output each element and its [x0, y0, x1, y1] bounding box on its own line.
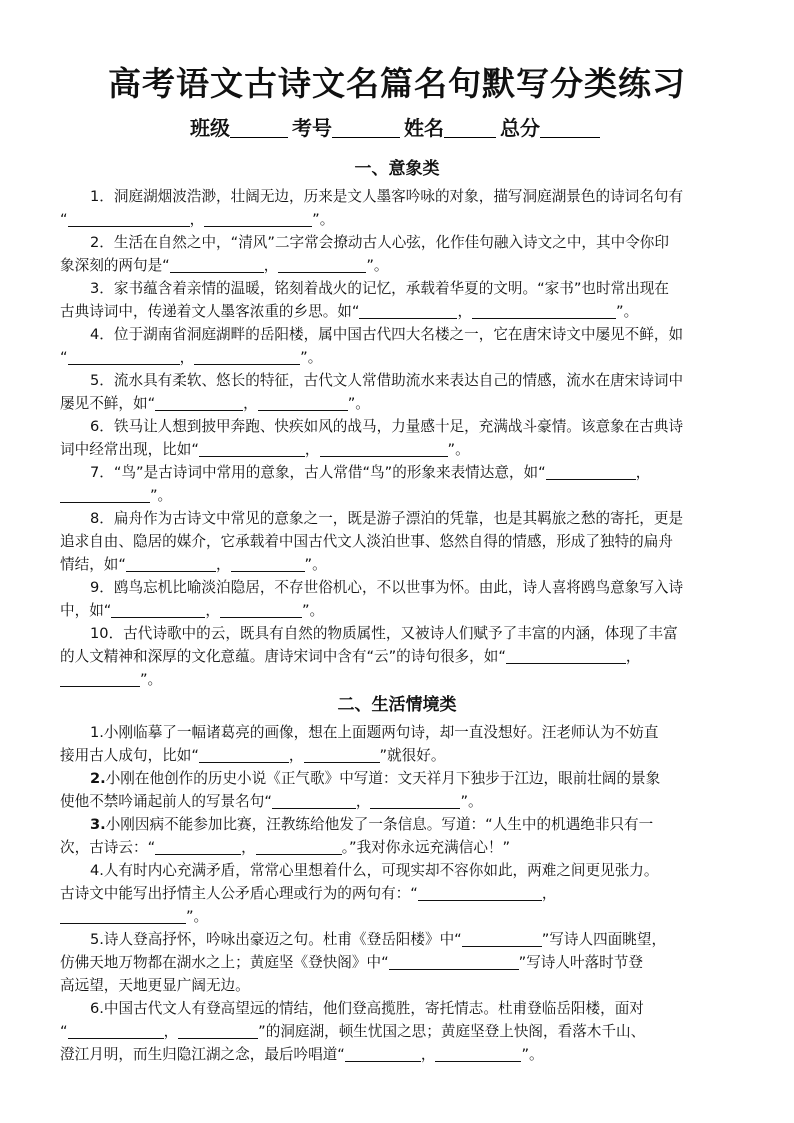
q6-line2: 词中经常出现，比如“ ， ”。 [60, 441, 470, 458]
section-heading-life-context: 二、生活情境类 [337, 695, 457, 715]
answer-blank[interactable] [60, 670, 140, 687]
answer-blank[interactable] [345, 1045, 421, 1062]
answer-blank[interactable] [126, 555, 216, 572]
q7-line2: ”。 [60, 485, 172, 507]
answer-blank[interactable] [68, 348, 180, 365]
answer-blank[interactable] [370, 792, 460, 809]
answer-blank[interactable] [194, 348, 300, 365]
q3-line2: 古典诗词中，传递着文人墨客浓重的乡思。如“ ， ”。 [60, 303, 639, 320]
s2-q4-line3: ”。 [60, 906, 208, 928]
s2-q4-line1: 4.人有时内心充满矛盾，常常心里想着什么，可现实却不容你如此，两难之间更见张力。 [90, 862, 659, 879]
answer-blank[interactable] [231, 555, 305, 572]
q1-line1: 1．洞庭湖烟波浩渺，壮阔无边，历来是文人墨客吟咏的对象，描写洞庭湖景色的诗词名句有 [90, 188, 684, 205]
answer-blank[interactable] [304, 746, 380, 763]
answer-blank[interactable] [278, 256, 366, 273]
s2-q6-line3: 澄江月明，而生归隐江湖之念，最后吟唱道“ ， ”。 [60, 1046, 544, 1063]
answer-blank[interactable] [60, 486, 150, 503]
q5-line2: 屡见不鲜，如“ ， ”。 [60, 395, 370, 412]
answer-blank[interactable] [472, 302, 616, 319]
q5-line1: 5．流水具有柔软、悠长的特征，古代文人常借助流水来表达自己的情感，流水在唐宋诗词中 [90, 372, 684, 389]
score-label: 总分 [500, 116, 540, 140]
answer-blank[interactable] [155, 838, 241, 855]
class-blank[interactable] [230, 117, 288, 138]
q10-line1: 10．古代诗歌中的云，既具有自然的物质属性，又被诗人们赋予了丰富的内涵，体现了丰富 [90, 625, 678, 642]
answer-blank[interactable] [68, 210, 190, 227]
answer-blank[interactable] [546, 463, 636, 480]
s2-q2-line1: 2.小刚在他创作的历史小说《正气歌》中写道：文天祥月下独步于江边，眼前壮阔的景象 [90, 770, 661, 787]
s2-q5-line3: 高远望，天地更显广阔无边。 [60, 977, 250, 994]
q3-line1: 3．家书蕴含着亲情的温暖，铭刻着战火的记忆，承载着华夏的文明。“家书”也时常出现在 [90, 280, 669, 297]
q1-line2: “ ， ”。 [60, 211, 335, 228]
q8-line2: 追求自由、隐居的媒介，它承载着中国古代文人淡泊世事、悠然自得的情感，形成了独特的扁舟 [60, 533, 673, 550]
q10-line3: ”。 [60, 669, 162, 691]
s2-q6-line2: “ ， ”的洞庭湖，顿生忧国之思；黄庭坚登上快阁，看落木千山、 [60, 1023, 646, 1040]
score-blank[interactable] [540, 117, 600, 138]
answer-blank[interactable] [320, 440, 448, 457]
answer-blank[interactable] [506, 647, 626, 664]
exam-no-blank[interactable] [332, 117, 400, 138]
answer-blank[interactable] [220, 601, 302, 618]
s2-q1-line1: 1.小刚临摹了一幅诸葛亮的画像，想在上面题两句诗，却一直没想好。汪老师认为不妨直 [90, 724, 659, 741]
answer-blank[interactable] [60, 907, 186, 924]
answer-blank[interactable] [155, 394, 243, 411]
student-info-row [0, 112, 794, 141]
answer-blank[interactable] [359, 302, 457, 319]
answer-blank[interactable] [435, 1045, 521, 1062]
answer-blank[interactable] [418, 884, 542, 901]
q9-line2: 中，如“ ， ”。 [60, 602, 325, 619]
section-heading-imagery: 一、意象类 [354, 159, 440, 179]
q4-line1: 4．位于湖南省洞庭湖畔的岳阳楼，属中国古代四大名楼之一，它在唐宋诗文中屡见不鲜，如 [90, 326, 684, 343]
q8-line3: 情结，如“ ， ”。 [60, 556, 327, 573]
answer-blank[interactable] [178, 1022, 258, 1039]
s2-q5-line2: 仿佛天地万物都在湖水之上；黄庭坚《登快阁》中“ ”写诗人叶落时节登 [60, 954, 643, 971]
s2-q2-line2: 使他不禁吟诵起前人的写景名句“ ， ”。 [60, 793, 483, 810]
name-label: 姓名 [404, 116, 444, 140]
q2-line1: 2．生活在自然之中，“清风”二字常会撩动古人心弦，化作佳句融入诗文之中，其中令你印 [90, 234, 669, 251]
q8-line1: 8．扁舟作为古诗文中常见的意象之一，既是游子漂泊的凭靠，也是其羁旅之愁的寄托，更是 [90, 510, 684, 527]
s2-q5-line1: 5.诗人登高抒怀，吟咏出豪迈之句。杜甫《登岳阳楼》中“ ”写诗人四面眺望， [90, 931, 667, 948]
answer-blank[interactable] [258, 394, 348, 411]
q7-line1: 7．“鸟”是古诗词中常用的意象，古人常借“鸟”的形象来表情达意，如“ ， [90, 464, 651, 481]
q4-line2: “ ， ”。 [60, 349, 323, 366]
s2-q1-line2: 接用古人成句，比如“ ， ”就很好。 [60, 747, 446, 764]
answer-blank[interactable] [111, 601, 205, 618]
q10-line2: 的人文精神和深厚的文化意蕴。唐诗宋词中含有“云”的诗句很多，如“ ， [60, 648, 641, 665]
class-label: 班级 [190, 116, 230, 140]
page-title: 高考语文古诗文名篇名句默写分类练习 [108, 64, 686, 103]
answer-blank[interactable] [462, 930, 542, 947]
s2-q3-line1: 3.小刚因病不能参加比赛，汪教练给他发了一条信息。写道：“人生中的机遇绝非只有一 [90, 816, 654, 833]
answer-blank[interactable] [199, 746, 289, 763]
s2-q3-line2: 次，古诗云：“ ， 。”我对你永远充满信心！” [60, 839, 511, 856]
answer-blank[interactable] [272, 792, 356, 809]
s2-q4-line2: 古诗文中能写出抒情主人公矛盾心理或行为的两句有：“ ， [60, 885, 557, 902]
q2-line2: 象深刻的两句是“ ， ”。 [60, 257, 389, 274]
answer-blank[interactable] [204, 210, 312, 227]
q9-line1: 9．鸥鸟忘机比喻淡泊隐居，不存世俗机心，不以世事为怀。由此，诗人喜将鸥鸟意象写入诗 [90, 579, 684, 596]
answer-blank[interactable] [68, 1022, 164, 1039]
name-blank[interactable] [444, 117, 496, 138]
answer-blank[interactable] [199, 440, 305, 457]
answer-blank[interactable] [170, 256, 264, 273]
s2-q6-line1: 6.中国古代文人有登高望远的情结，他们登高揽胜，寄托情志。杜甫登临岳阳楼，面对 [90, 1000, 644, 1017]
answer-blank[interactable] [389, 953, 519, 970]
answer-blank[interactable] [256, 838, 342, 855]
exam-no-label: 考号 [292, 116, 332, 140]
q6-line1: 6．铁马让人想到披甲奔跑、快疾如风的战马，力量感十足，充满战斗豪情。该意象在古典诗 [90, 418, 684, 435]
